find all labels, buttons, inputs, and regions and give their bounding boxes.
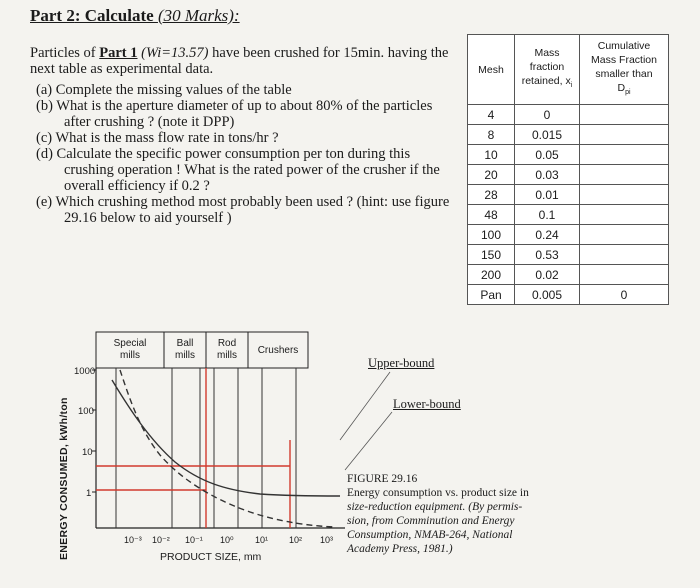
cell-mass: 0 — [515, 105, 580, 125]
cell-cum[interactable]: 0 — [580, 285, 669, 305]
figure-caption — [347, 472, 547, 556]
question-continuation: 29.16 below to aid yourself ) — [64, 210, 232, 226]
upper-bound-pointer — [340, 372, 390, 440]
caption-title: FIGURE 29.16 — [347, 473, 418, 485]
cell-mass: 0.005 — [515, 285, 580, 305]
cell-mass: 0.05 — [515, 145, 580, 165]
question-text: Complete the missing values of the table — [55, 82, 292, 98]
upper-bound-label: Upper-bound — [368, 356, 435, 370]
question-label: (b) — [36, 98, 53, 114]
caption-line-4: Consumption, NMAB-264, National — [347, 529, 513, 541]
y-tick-10: 10 — [82, 447, 93, 458]
caption-line-1: Energy consumption vs. product size in — [347, 487, 529, 499]
cell-mass: 0.015 — [515, 125, 580, 145]
x-tick-4: 10¹ — [255, 535, 269, 545]
heading-marks: (30 Marks): — [157, 6, 240, 25]
question-text: What is the mass flow rate in tons/hr ? — [55, 130, 279, 146]
y-tick-1000: 1000 — [74, 366, 96, 377]
category-ball-line1: Ball — [176, 338, 194, 349]
x-tick-group — [124, 535, 333, 545]
question-label: (e) — [36, 194, 53, 210]
question-continuation: after crushing ? (note it DPP) — [64, 114, 235, 130]
category-rod-line1: Rod — [217, 338, 237, 349]
cell-mesh: 4 — [468, 105, 515, 125]
question-label: (a) — [36, 82, 53, 98]
caption-line-5: Academy Press, 1981.) — [347, 543, 453, 555]
question-label: (d) — [36, 146, 53, 162]
header-cumulative: Cumulative Mass Fraction smaller than $D_{pi}$ — [580, 35, 669, 105]
cell-mesh: 48 — [468, 205, 515, 225]
header-mass-fraction: Mass fraction retained, $x_i$ — [515, 35, 580, 105]
figure-xlabel: PRODUCT SIZE, mm — [160, 551, 262, 563]
question-text: Calculate the specific power consumption per ton during this — [56, 146, 411, 162]
caption-line-3: sion, from Comminution and Energy — [347, 515, 515, 527]
category-special-line2: mills — [120, 350, 140, 361]
question-text: What is the aperture diameter of up to about 80% of the particles — [56, 98, 433, 114]
cell-mesh: 8 — [468, 125, 515, 145]
category-rod-line2: mills — [217, 350, 237, 361]
cell-mesh: 100 — [468, 225, 515, 245]
cell-mass: 0.53 — [515, 245, 580, 265]
part-reference: Part 1 — [99, 45, 138, 61]
category-special-line1: Special — [113, 338, 147, 349]
header-mesh: Mesh — [468, 35, 515, 105]
x-tick-3: 10⁰ — [220, 535, 234, 545]
x-tick-2: 10⁻¹ — [185, 535, 203, 545]
cell-mesh: 200 — [468, 265, 515, 285]
question-text: Which crushing method most probably been used ? (hint: use figure — [55, 194, 450, 210]
cell-mass: 0.24 — [515, 225, 580, 245]
cell-mesh: Pan — [468, 285, 515, 305]
cell-mass: 0.01 — [515, 185, 580, 205]
x-tick-0: 10⁻³ — [124, 535, 142, 545]
upper-bound-curve — [112, 380, 340, 496]
x-tick-6: 10³ — [320, 535, 334, 545]
y-tick-1: 1 — [86, 488, 92, 499]
y-tick-100: 100 — [78, 406, 94, 417]
lower-bound-curve — [120, 370, 335, 527]
caption-line-2: size-reduction equipment. (By permis- — [347, 501, 523, 513]
heading-title: : Calculate — [74, 6, 158, 25]
highlight-lines — [96, 368, 290, 528]
question-continuation: crushing operation ! What is the rated power of the crusher if the overall efficiency if 0.2 ? — [64, 162, 440, 194]
category-boxes — [96, 332, 308, 368]
lower-bound-label: Lower-bound — [393, 397, 461, 411]
x-tick-5: 10² — [289, 535, 303, 545]
intro-lead: Particles of — [30, 45, 100, 61]
cell-mesh: 20 — [468, 165, 515, 185]
cell-mass: 0.03 — [515, 165, 580, 185]
y-tick-group — [74, 366, 96, 499]
lower-bound-pointer — [345, 412, 392, 470]
x-tick-1: 10⁻² — [152, 535, 170, 545]
cell-mass: 0.1 — [515, 205, 580, 225]
part-label: Part 2 — [30, 6, 75, 25]
intro-rest: have been crushed for 15min. having the next table as experimental data. — [30, 45, 449, 77]
category-crushers: Crushers — [257, 345, 299, 356]
cell-mesh: 10 — [468, 145, 515, 165]
cell-mass: 0.02 — [515, 265, 580, 285]
cell-mesh: 150 — [468, 245, 515, 265]
work-index: (Wi=13.57) — [137, 45, 209, 61]
cell-mesh: 28 — [468, 185, 515, 205]
question-label: (c) — [36, 130, 53, 146]
category-ball-line2: mills — [175, 350, 195, 361]
figure-ylabel: ENERGY CONSUMED, kWh/ton — [58, 397, 70, 560]
